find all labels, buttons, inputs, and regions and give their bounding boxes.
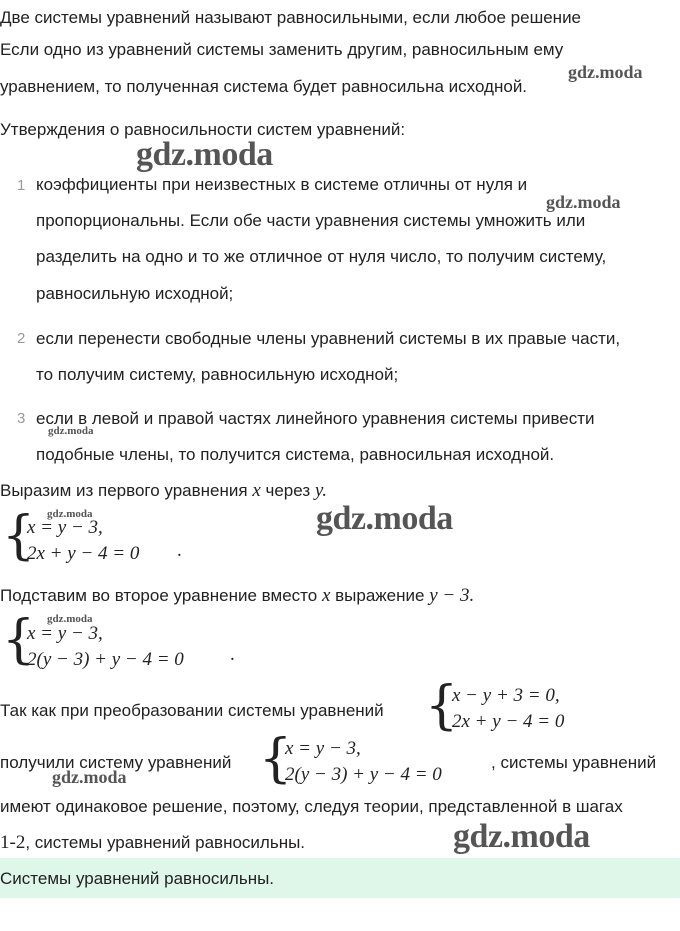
statement-line: коэффициенты при неизвестных в системе отличны от нуля и xyxy=(36,175,528,194)
conclusion-line-1: имеют одинаковое решение, поэтому, следуя теории, представленной в шагах xyxy=(0,797,623,816)
system-2-eq-2: 2(y − 3) + y − 4 = 0 xyxy=(27,649,184,670)
conclusion-line-2 xyxy=(0,832,305,854)
system-1-eq-1: x = y − 3, xyxy=(27,517,103,538)
watermark: gdz.moda xyxy=(48,425,94,437)
got-text: получили систему уравнений xyxy=(0,753,232,772)
statement-number: 3 xyxy=(17,410,26,427)
left-brace: { xyxy=(2,610,36,670)
system-2-eq-1: x = y − 3, xyxy=(27,623,103,644)
express-var-x: x xyxy=(252,480,261,501)
express-var-y: y. xyxy=(314,480,328,501)
system-1-dot: . xyxy=(177,540,182,561)
express-through: через xyxy=(265,481,311,500)
watermark: gdz.moda xyxy=(546,192,621,212)
intro-line-2: Если одно из уравнений системы заменить другим, равносильным ему xyxy=(0,40,564,59)
watermark: gdz.moda xyxy=(136,136,273,173)
watermark: gdz.moda xyxy=(316,500,453,537)
statements-heading: Утверждения о равносильности систем уравнений: xyxy=(0,120,406,139)
conclusion-text: , системы уравнений равносильны. xyxy=(25,833,306,852)
system-3-eq-2: 2x + y − 4 = 0 xyxy=(452,711,565,732)
statement-line: то получим систему, равносильную исходной; xyxy=(36,365,399,384)
substitute-expr-label: выражение xyxy=(335,586,425,605)
statement-line: разделить на одно и то же отличное от нуля число, то получим систему, xyxy=(36,247,607,266)
statement-line: равносильную исходной; xyxy=(36,284,234,303)
answer-text: Системы уравнений равносильны. xyxy=(0,869,275,888)
statement-number: 1 xyxy=(17,177,26,194)
watermark: gdz.moda xyxy=(47,508,93,520)
substitute-var: x xyxy=(321,585,331,606)
since-text: Так как при преобразовании системы уравнений xyxy=(0,701,384,720)
intro-line-1: Две системы уравнений называют равносильными, если любое решение xyxy=(0,8,582,27)
watermark: gdz.moda xyxy=(568,62,643,82)
got-tail: , системы уравнений xyxy=(491,753,657,772)
express-text: Выразим из первого уравнения xyxy=(0,481,248,500)
substitute-sentence xyxy=(0,585,474,607)
statement-number: 2 xyxy=(17,330,26,347)
express-sentence xyxy=(0,480,327,502)
left-brace: { xyxy=(259,729,293,789)
statement-line: если перенести свободные члены уравнений системы в их правые части, xyxy=(36,329,621,348)
system-3-eq-1: x − y + 3 = 0, xyxy=(452,685,560,706)
system-4-eq-2: 2(y − 3) + y − 4 = 0 xyxy=(285,764,442,785)
substitute-text: Подставим во второе уравнение вместо xyxy=(0,586,318,605)
intro-line-3: уравнением, то полученная система будет равносильна исходной. xyxy=(0,77,528,96)
left-brace: { xyxy=(2,506,36,566)
substitute-expr: y − 3. xyxy=(429,585,475,606)
system-2-dot: . xyxy=(230,644,235,665)
watermark: gdz.moda xyxy=(47,613,93,625)
system-1-eq-2: 2x + y − 4 = 0 xyxy=(27,543,140,564)
statement-line: подобные члены, то получится система, равносильная исходной. xyxy=(36,445,555,464)
watermark: gdz.moda xyxy=(453,818,590,855)
statement-line: пропорциональны. Если обе части уравнения системы умножить или xyxy=(36,211,586,230)
system-4-eq-1: x = y − 3, xyxy=(285,738,361,759)
left-brace: { xyxy=(425,676,459,736)
watermark: gdz.moda xyxy=(52,767,127,787)
statement-line: если в левой и правой частях линейного уравнения системы привести xyxy=(36,409,595,428)
answer-box xyxy=(0,858,680,898)
conclusion-steps: 1-2 xyxy=(0,832,26,853)
